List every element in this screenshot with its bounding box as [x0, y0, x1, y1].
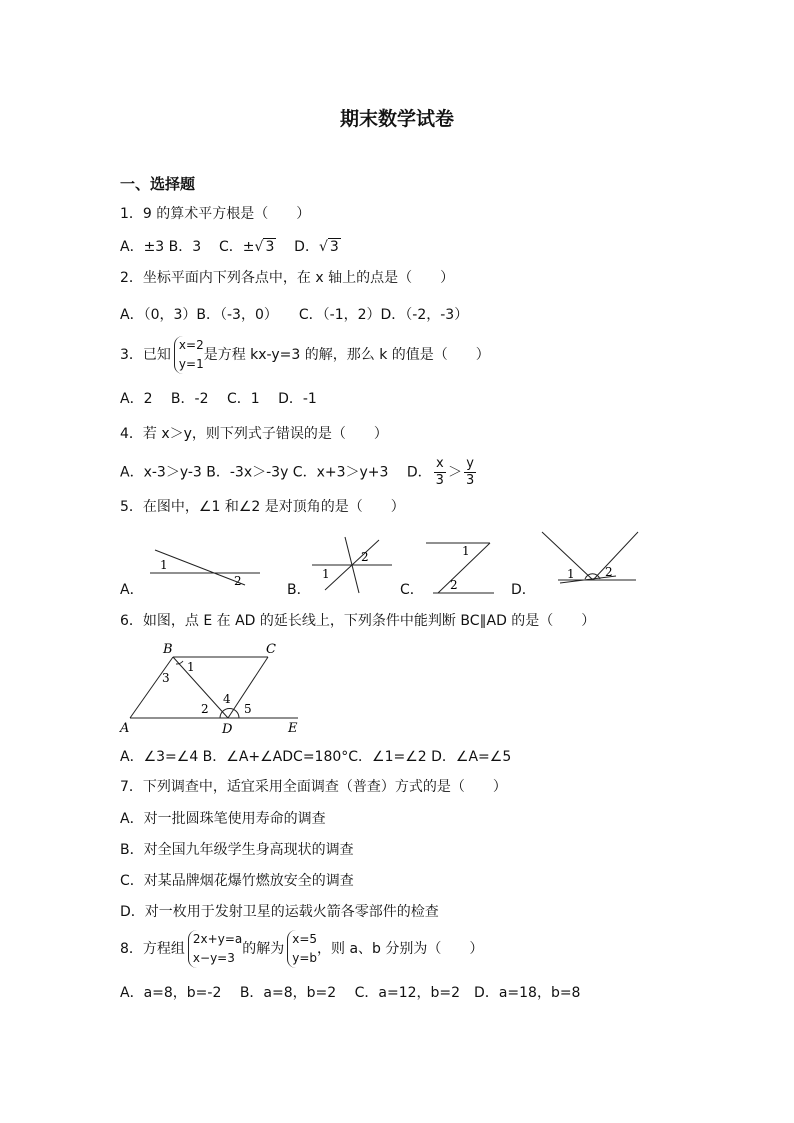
- question-7-option-d: D．对一枚用于发射卫星的运载火箭各零部件的检查: [120, 904, 439, 920]
- question-8-options: A．a=8，b=-2 B．a=8，b=2 C．a=12，b=2 D．a=18，b=8: [120, 985, 581, 1001]
- option-b: B．3: [168, 239, 202, 255]
- figure-b: [307, 535, 397, 595]
- question-2-stem: 2．坐标平面内下列各点中，在 x 轴上的点是（ ）: [120, 270, 455, 286]
- question-8-stem: 8．方程组 2x+y=a x−y=3 的解为 x=5 y=b ，则 a、b 分别为（ ）: [120, 930, 483, 968]
- angle-label: 1: [160, 558, 168, 572]
- option-a-label: A．: [120, 582, 144, 598]
- solution-system: x=5 y=b: [287, 930, 317, 968]
- angle-label: 5: [244, 702, 252, 716]
- parallelogram-figure: [118, 639, 308, 737]
- question-3-options: A．2 B．-2 C．1 D．-1: [120, 391, 317, 407]
- angle-label: 2: [450, 578, 458, 592]
- fraction: $\frac{y}{3}$: [465, 456, 475, 488]
- question-1-stem: 1．9 的算术平方根是（ ）: [120, 206, 311, 222]
- question-2-options: A．（0，3）B．（-3，0） C．（-1，2）D．（-2，-3）: [120, 307, 469, 323]
- point-label: E: [288, 721, 298, 736]
- question-1-options: [120, 237, 341, 257]
- angle-label: 1: [567, 567, 575, 581]
- question-4-stem: 4．若 x＞y，则下列式子错误的是（ ）: [120, 426, 388, 442]
- angle-label: 1: [187, 660, 195, 674]
- question-7-option-c: C．对某品牌烟花爆竹燃放安全的调查: [120, 873, 354, 889]
- figure-a: [140, 545, 270, 590]
- option-b-label: B．: [287, 582, 311, 598]
- figure-c: [418, 537, 498, 595]
- angle-label: 2: [605, 565, 613, 579]
- page-title: 期末数学试卷: [339, 108, 454, 130]
- question-3-stem: 3．已知 x=2 y=1 是方程 kx-y=3 的解，那么 k 的值是（ ）: [120, 336, 490, 374]
- angle-label: 3: [162, 671, 170, 685]
- question-6-options: A．∠3=∠4 B．∠A+∠ADC=180°C．∠1=∠2 D．∠A=∠5: [120, 749, 512, 765]
- question-6-stem: 6．如图，点 E 在 AD 的延长线上，下列条件中能判断 BC∥AD 的是（ ）: [120, 613, 596, 629]
- angle-label: 1: [322, 567, 330, 581]
- question-7-option-b: B．对全国九年级学生身高现状的调查: [120, 842, 354, 858]
- equation-system: 2x+y=a x−y=3: [188, 930, 242, 968]
- option-d-label: D．: [511, 582, 536, 598]
- question-7-stem: 7．下列调查中，适宜采用全面调查（普查）方式的是（ ）: [120, 779, 507, 795]
- point-label: D: [222, 722, 233, 737]
- angle-label: 2: [234, 574, 242, 588]
- question-7-option-a: A．对一批圆珠笔使用寿命的调查: [120, 811, 326, 827]
- sqrt-symbol: √ 3: [318, 239, 339, 255]
- figure-d: [536, 528, 644, 586]
- section-heading: 一、选择题: [120, 175, 196, 193]
- point-label: A: [120, 721, 130, 736]
- angle-label: 2: [361, 550, 369, 564]
- angle-label: 1: [462, 544, 470, 558]
- question-5-stem: 5．在图中，∠1 和∠2 是对顶角的是（ ）: [120, 499, 405, 515]
- point-label: C: [266, 642, 276, 657]
- option-a: A．±3: [120, 239, 165, 255]
- angle-label: 2: [201, 702, 209, 716]
- option-d: D．: [294, 239, 319, 255]
- point-label: B: [163, 642, 173, 657]
- angle-label: 4: [223, 692, 231, 706]
- sqrt-symbol: √ 3: [254, 239, 275, 255]
- equation-system: x=2 y=1: [174, 336, 204, 374]
- option-c: C．±: [219, 239, 255, 255]
- fraction: $\frac{x}{3}$: [435, 456, 444, 488]
- question-4-options: A．x-3＞y-3 B．-3x＞-3y C．x+3＞y+3 D． $\frac{x}{3}$ ＞ $\frac{y}{3}$: [120, 456, 475, 488]
- option-c-label: C．: [400, 582, 424, 598]
